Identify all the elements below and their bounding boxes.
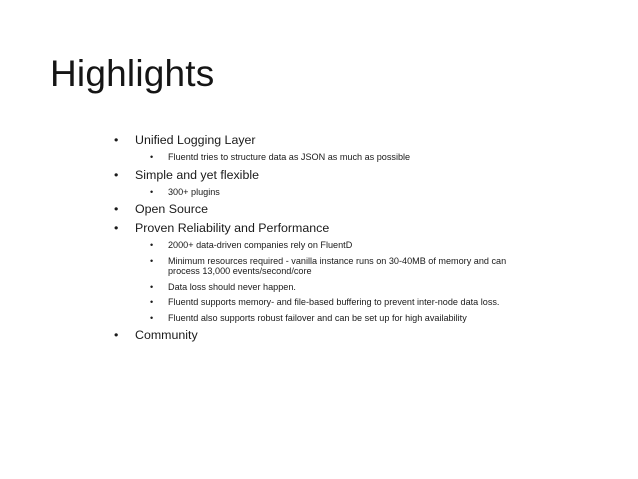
bullet-text: Proven Reliability and Performance [135,221,330,235]
sub-bullet-item [150,240,569,251]
bullet-marker: • [114,202,119,216]
sub-bullet-item [150,187,569,198]
sub-bullet-item [150,256,569,277]
sub-bullet-marker: • [150,297,154,307]
bullet-item [114,168,569,183]
bullet-item [114,133,569,148]
bullet-list [114,133,569,347]
sub-bullet-item [150,152,569,163]
sub-bullet-text: 300+ plugins [168,186,220,197]
sub-bullet-text: Fluentd supports memory- and file-based buffering to prevent inter-node data loss. [168,297,500,307]
bullet-item [114,202,569,217]
sub-bullet-marker: • [150,240,154,250]
sub-bullet-list [114,240,569,323]
bullet-item [114,328,569,343]
bullet-text: Community [135,328,198,342]
sub-bullet-text: Fluentd also supports robust failover and can be set up for high availability [168,312,467,323]
sub-bullet-marker: • [150,312,154,323]
bullet-marker: • [114,133,119,147]
sub-bullet-marker: • [150,255,154,266]
bullet-marker: • [114,167,119,182]
slide-title: Highlights [50,53,215,94]
sub-bullet-marker: • [150,186,154,197]
sub-bullet-text: Minimum resources required - vanilla instance runs on 30-40MB of memory and can process 13,000 events/second/core [168,255,507,276]
bullet-marker: • [114,221,119,235]
sub-bullet-text: Data loss should never happen. [168,281,296,292]
sub-bullet-item [150,297,569,308]
sub-bullet-text: Fluentd tries to structure data as JSON as much as possible [168,152,411,162]
sub-bullet-item [150,282,569,293]
sub-bullet-marker: • [150,281,154,292]
bullet-text: Open Source [135,202,209,216]
sub-bullet-text: 2000+ data-driven companies rely on FluentD [168,240,353,250]
bullet-item [114,221,569,236]
sub-bullet-item [150,313,569,324]
sub-bullet-list [114,187,569,198]
sub-bullet-marker: • [150,152,154,162]
sub-bullet-list [114,152,569,163]
bullet-marker: • [114,328,119,342]
bullet-text: Unified Logging Layer [135,133,256,147]
bullet-text: Simple and yet flexible [135,167,259,182]
